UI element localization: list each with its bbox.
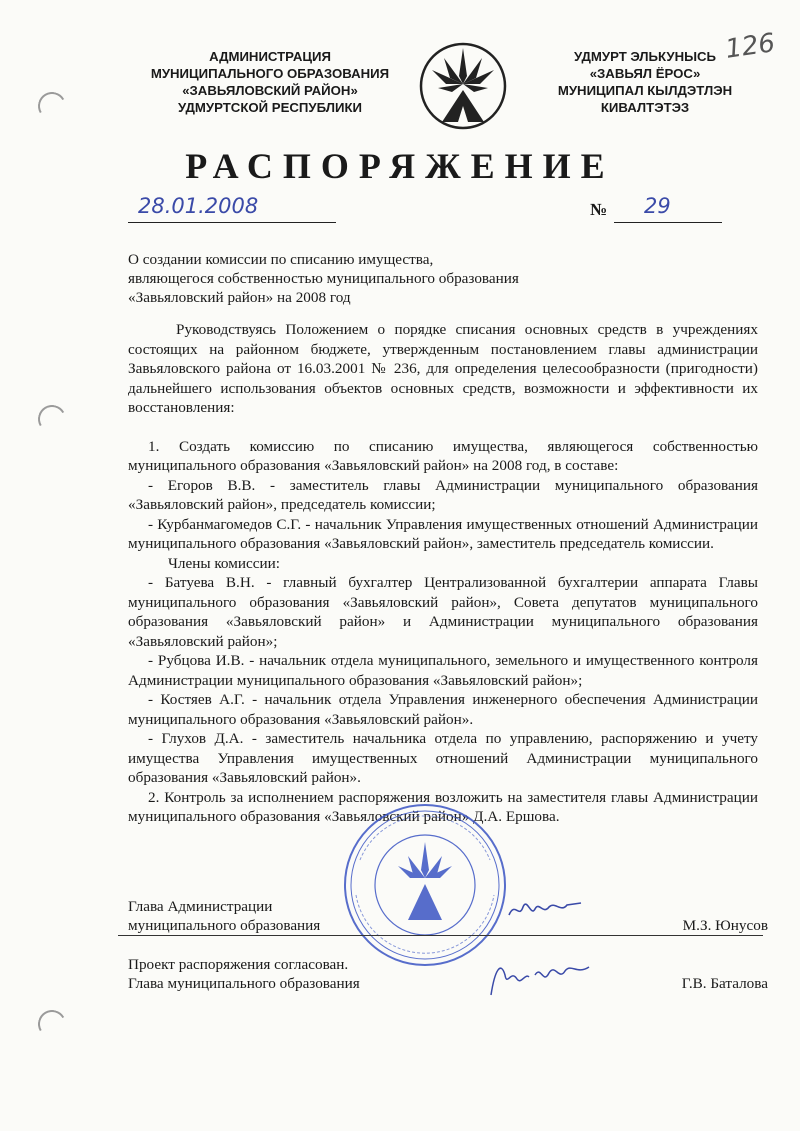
signature-block-head	[128, 897, 768, 935]
number-value: 29	[644, 194, 671, 218]
punch-hole	[35, 402, 69, 436]
approver-note: Проект распоряжения согласован.	[128, 956, 349, 973]
subject-line: являющегося собственностью муниципального образования	[128, 270, 519, 287]
member-entry: - Рубцова И.В. - начальник отдела муниципального, земельного и имущественного контроля Администрации муниципального образования «Завьяловский район»;	[128, 652, 758, 689]
handwritten-signature	[505, 895, 585, 925]
members-label: Члены комиссии:	[168, 554, 280, 572]
date-field	[128, 196, 336, 223]
intro-paragraph: Руководствуясь Положением о порядке списания основных средств в учреждениях состоящих на районном бюджете, утвержденным постановлением главы администрации Завьяловского района от 16.03.2001 № 236, для определения целесообразности (пригодности) дальнейшего использования объектов основных средств, возможности и эффективности их восстановления:	[128, 321, 758, 416]
header-right-line: МУНИЦИПАЛ КЫЛДЭТЛЭН	[557, 83, 733, 98]
subject-line: «Завьяловский район» на 2008 год	[128, 289, 351, 306]
header-left-line: «ЗАВЬЯЛОВСКИЙ РАЙОН»	[182, 83, 358, 98]
signatory-position: Глава Администрации	[128, 898, 273, 915]
approver-position: Глава муниципального образования	[128, 975, 360, 992]
subject-line: О создании комиссии по списанию имущества,	[128, 251, 434, 268]
document-subject	[128, 250, 688, 307]
member-entry: - Батуева В.Н. - главный бухгалтер Централизованной бухгалтерии аппарата Главы муниципального образования «Завьяловский район», Совета депутатов муниципального образования «Завьяловский район» и Администрации муниципального образования «Завьяловский район»;	[128, 574, 758, 650]
punch-hole	[35, 1007, 69, 1041]
official-stamp	[340, 800, 510, 970]
header-right-line: «ЗАВЬЯЛ ЁРОС»	[589, 66, 701, 81]
signature-divider	[118, 935, 763, 936]
header-right-udmurt	[525, 48, 765, 116]
handwritten-signature	[485, 955, 595, 1003]
signature-block-approval	[128, 955, 768, 993]
item-2: 2. Контроль за исполнением распоряжения возложить на заместителя главы Администрации муниципального образования «Завьяловский район» Д.А. Ершова.	[128, 788, 758, 825]
date-value: 28.01.2008	[138, 194, 259, 218]
number-field	[614, 196, 722, 223]
header-left-line: АДМИНИСТРАЦИЯ	[209, 49, 331, 64]
member-entry: - Глухов Д.А. - заместитель начальника отдела по управлению, распоряжению и учету имущества Управления имущественных отношений Администрации муниципального образования «Завьяловский район».	[128, 730, 758, 786]
page-number-handwritten: 126	[723, 28, 777, 65]
header-right-line: УДМУРТ ЭЛЬКУНЫСЬ	[573, 49, 717, 64]
member-entry: - Костяев А.Г. - начальник отдела Управления инженерного обеспечения Администрации муниципального образования «Завьяловский район».	[128, 691, 758, 728]
punch-hole	[35, 89, 69, 123]
header-left-line: МУНИЦИПАЛЬНОГО ОБРАЗОВАНИЯ	[150, 66, 390, 81]
signatory-name: М.З. Юнусов	[682, 917, 768, 934]
approver-name: Г.В. Баталова	[681, 975, 768, 992]
document-body	[128, 320, 758, 827]
coat-of-arms-emblem	[418, 40, 508, 132]
chair-entry: - Егоров В.В. - заместитель главы Администрации муниципального образования «Завьяловский район», председатель комиссии;	[128, 476, 758, 513]
header-right-line: КИВАЛТЭТЭЗ	[600, 100, 690, 115]
header-left-russian	[120, 48, 420, 116]
signatory-position: муниципального образования	[128, 917, 321, 934]
vice-chair-entry: - Курбанмагомедов С.Г. - начальник Управления имущественных отношений Администрации муниципального образования «Завьяловский район», заместитель председатель комиссии.	[128, 515, 758, 552]
header-left-line: УДМУРТСКОЙ РЕСПУБЛИКИ	[178, 100, 362, 115]
item-1: 1. Создать комиссию по списанию имущества, являющегося собственностью муниципального образования «Завьяловский район» на 2008 год, в составе:	[128, 437, 758, 474]
document-title: РАСПОРЯЖЕНИЕ	[185, 146, 615, 186]
number-sign: №	[590, 200, 608, 219]
